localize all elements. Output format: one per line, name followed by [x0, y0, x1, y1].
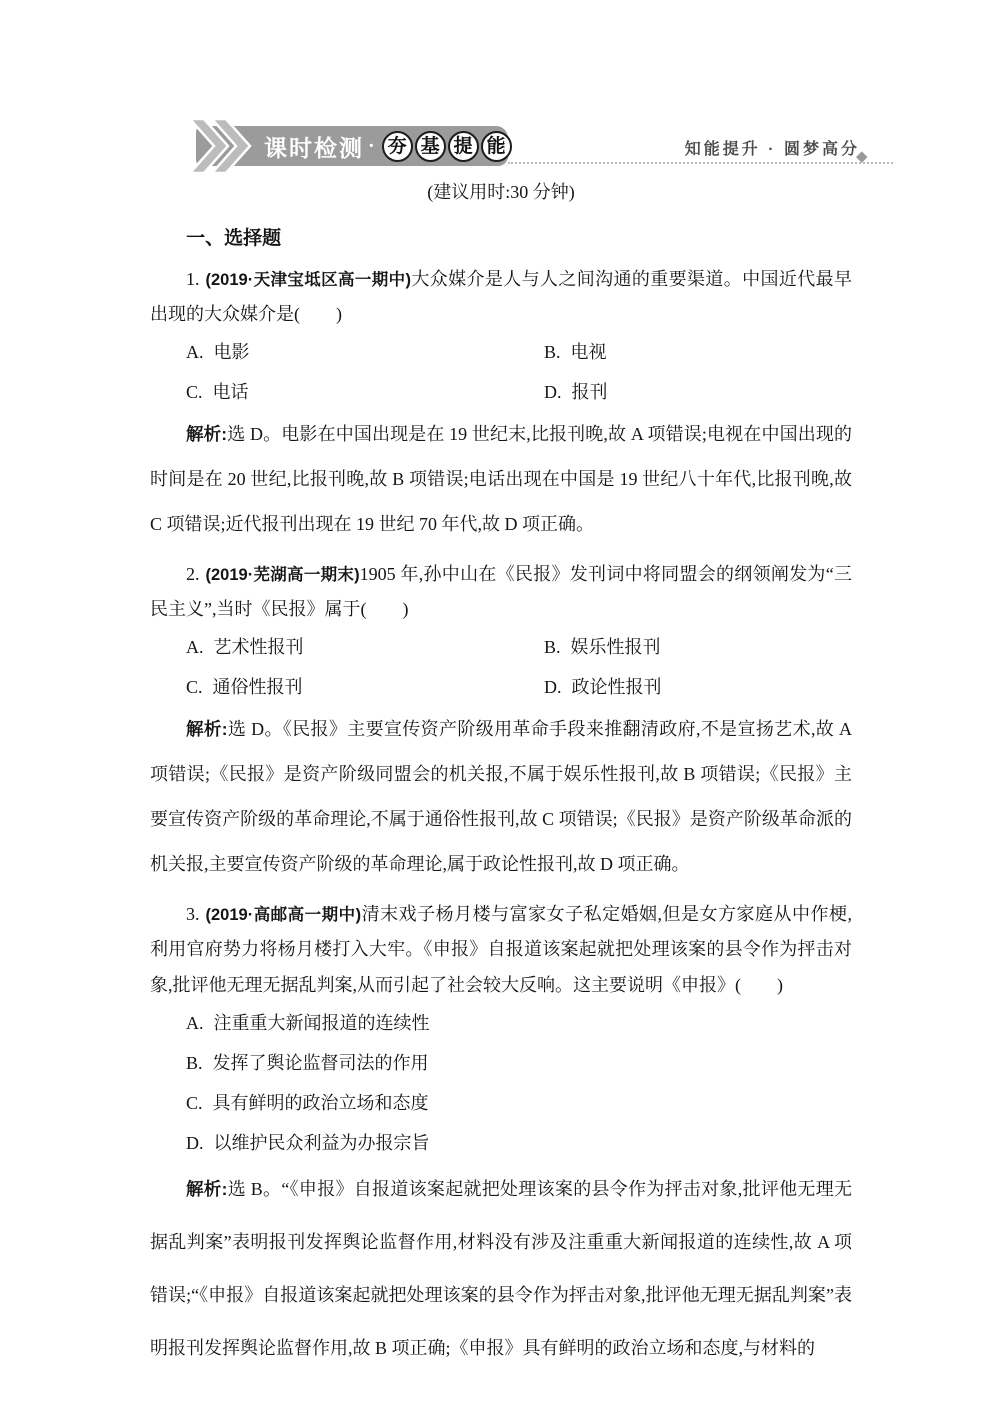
analysis-text: 选 B。“《申报》自报道该案起就把处理该案的县令作为抨击对象,批评他无理无据乱判案”表明报刊发挥舆论监督作用,材料没有涉及注重重大新闻报道的连续性,故 A 项错误;“《申报》自报道该案起就把处理该案的县令作为抨击对象,批评他无理无据乱判案”表明报刊发挥舆论监督作用,故 B 项正确;《申报》具有鲜明的政治立场和态度,与材料的: [150, 1178, 852, 1358]
option-label: C.: [186, 382, 203, 403]
option-text: 艺术性报刊: [213, 637, 304, 658]
question-number: 2.: [186, 564, 200, 585]
option-label: D.: [544, 382, 562, 403]
main-content: [150, 178, 852, 1383]
header-tagline: 知能提升 · 圆梦高分: [684, 141, 860, 158]
option-label: D.: [186, 1132, 204, 1153]
question-text: 清末戏子杨月楼与富家女子私定婚姻,但是女方家庭从中作梗,利用官府势力将杨月楼打入大牢。《申报》自报道该案起就把处理该案的县令作为抨击对象,批评他无理无据乱判案,从而引起了社会较大反响。这主要说明《申报》( ): [150, 904, 852, 995]
analysis-paragraph: [150, 1163, 852, 1375]
option-label: A.: [186, 342, 204, 363]
question-source: (2019·芜湖高一期末): [205, 566, 360, 585]
option-d: [544, 673, 852, 699]
option-text: 注重重大新闻报道的连续性: [213, 1012, 430, 1033]
analysis-label: 解析:: [186, 424, 228, 445]
question-number: 1.: [186, 269, 200, 289]
option-text: 报刊: [571, 382, 608, 403]
option-label: C.: [186, 677, 203, 698]
option-b: [544, 338, 852, 364]
option-label: B.: [544, 342, 561, 363]
banner-title: 课时检测: [264, 134, 364, 161]
question-stem: [150, 262, 852, 332]
analysis-label: 解析:: [186, 1178, 228, 1199]
question-source: (2019·天津宝坻区高一期中): [205, 271, 411, 289]
option-b: [186, 1049, 852, 1075]
option-text: 电话: [212, 382, 249, 403]
page-header: [0, 0, 1000, 175]
double-chevron-icon: [186, 116, 258, 176]
options-list: [150, 1009, 852, 1155]
option-d: [186, 1129, 852, 1155]
option-a: [186, 338, 544, 364]
question-stem: [150, 897, 852, 1002]
option-text: 发挥了舆论监督司法的作用: [212, 1052, 429, 1073]
banner-separator: ·: [368, 134, 375, 157]
question-text: 大众媒介是人与人之间沟通的重要渠道。中国近代最早出现的大众媒介是( ): [150, 269, 852, 325]
option-b: [544, 633, 852, 659]
option-text: 电视: [570, 342, 607, 363]
option-a: [186, 1009, 852, 1035]
option-label: A.: [186, 1012, 204, 1033]
banner-circle-1: 夯: [382, 131, 413, 162]
question-number: 3.: [186, 904, 200, 925]
question-block-2: [150, 557, 852, 887]
banner-circle-4: 能: [481, 131, 512, 162]
diamond-icon: ◆: [856, 149, 868, 165]
question-text: 1905 年,孙中山在《民报》发刊词中将同盟会的纲领阐发为“三民主义”,当时《民报》属于( ): [150, 564, 852, 620]
option-text: 电影: [213, 342, 250, 363]
suggested-time: (建议用时:30 分钟): [427, 182, 575, 202]
option-label: B.: [186, 1052, 203, 1073]
option-text: 娱乐性报刊: [570, 637, 661, 658]
dotted-divider: [508, 162, 893, 164]
option-label: B.: [544, 637, 561, 658]
option-c: [186, 1089, 852, 1115]
banner-circle-3: 提: [448, 131, 479, 162]
analysis-label: 解析:: [186, 719, 228, 740]
banner-circle-2: 基: [415, 131, 446, 162]
option-c: [186, 378, 544, 404]
analysis-paragraph: [150, 707, 852, 887]
analysis-text: 选 D。《民报》主要宣传资产阶级用革命手段来推翻清政府,不是宣扬艺术,故 A 项错误;《民报》是资产阶级同盟会的机关报,不属于娱乐性报刊,故 B 项错误;《民报》主要宣传资产阶级的革命理论,不属于通俗性报刊,故 C 项错误;《民报》是资产阶级革命派的机关报,主要宣传资产阶级的革命理论,属于政论性报刊,故 D 项正确。: [150, 719, 853, 875]
options-grid: [150, 633, 852, 699]
section-title: 一、选择题: [186, 228, 282, 249]
option-label: A.: [186, 637, 204, 658]
analysis-paragraph: [150, 412, 852, 547]
option-a: [186, 633, 544, 659]
question-block-1: [150, 262, 852, 547]
option-label: C.: [186, 1092, 203, 1113]
option-text: 具有鲜明的政治立场和态度: [212, 1092, 429, 1113]
options-grid: [150, 338, 852, 404]
question-block-3: [150, 897, 852, 1375]
option-d: [544, 378, 852, 404]
option-c: [186, 673, 544, 699]
option-label: D.: [544, 677, 562, 698]
question-source: (2019·高邮高一期中): [205, 906, 362, 925]
option-text: 通俗性报刊: [212, 677, 303, 698]
header-banner: [196, 126, 508, 166]
analysis-text: 选 D。电影在中国出现是在 19 世纪末,比报刊晚,故 A 项错误;电视在中国出现的时间是在 20 世纪,比报刊晚,故 B 项错误;电话出现在中国是 19 世纪八十年代,比报刊晚,故 C 项错误;近代报刊出现在 19 世纪 70 年代,故 D 项正确。: [150, 424, 852, 535]
question-stem: [150, 557, 852, 627]
option-text: 政论性报刊: [571, 677, 662, 698]
option-text: 以维护民众利益为办报宗旨: [213, 1132, 430, 1153]
